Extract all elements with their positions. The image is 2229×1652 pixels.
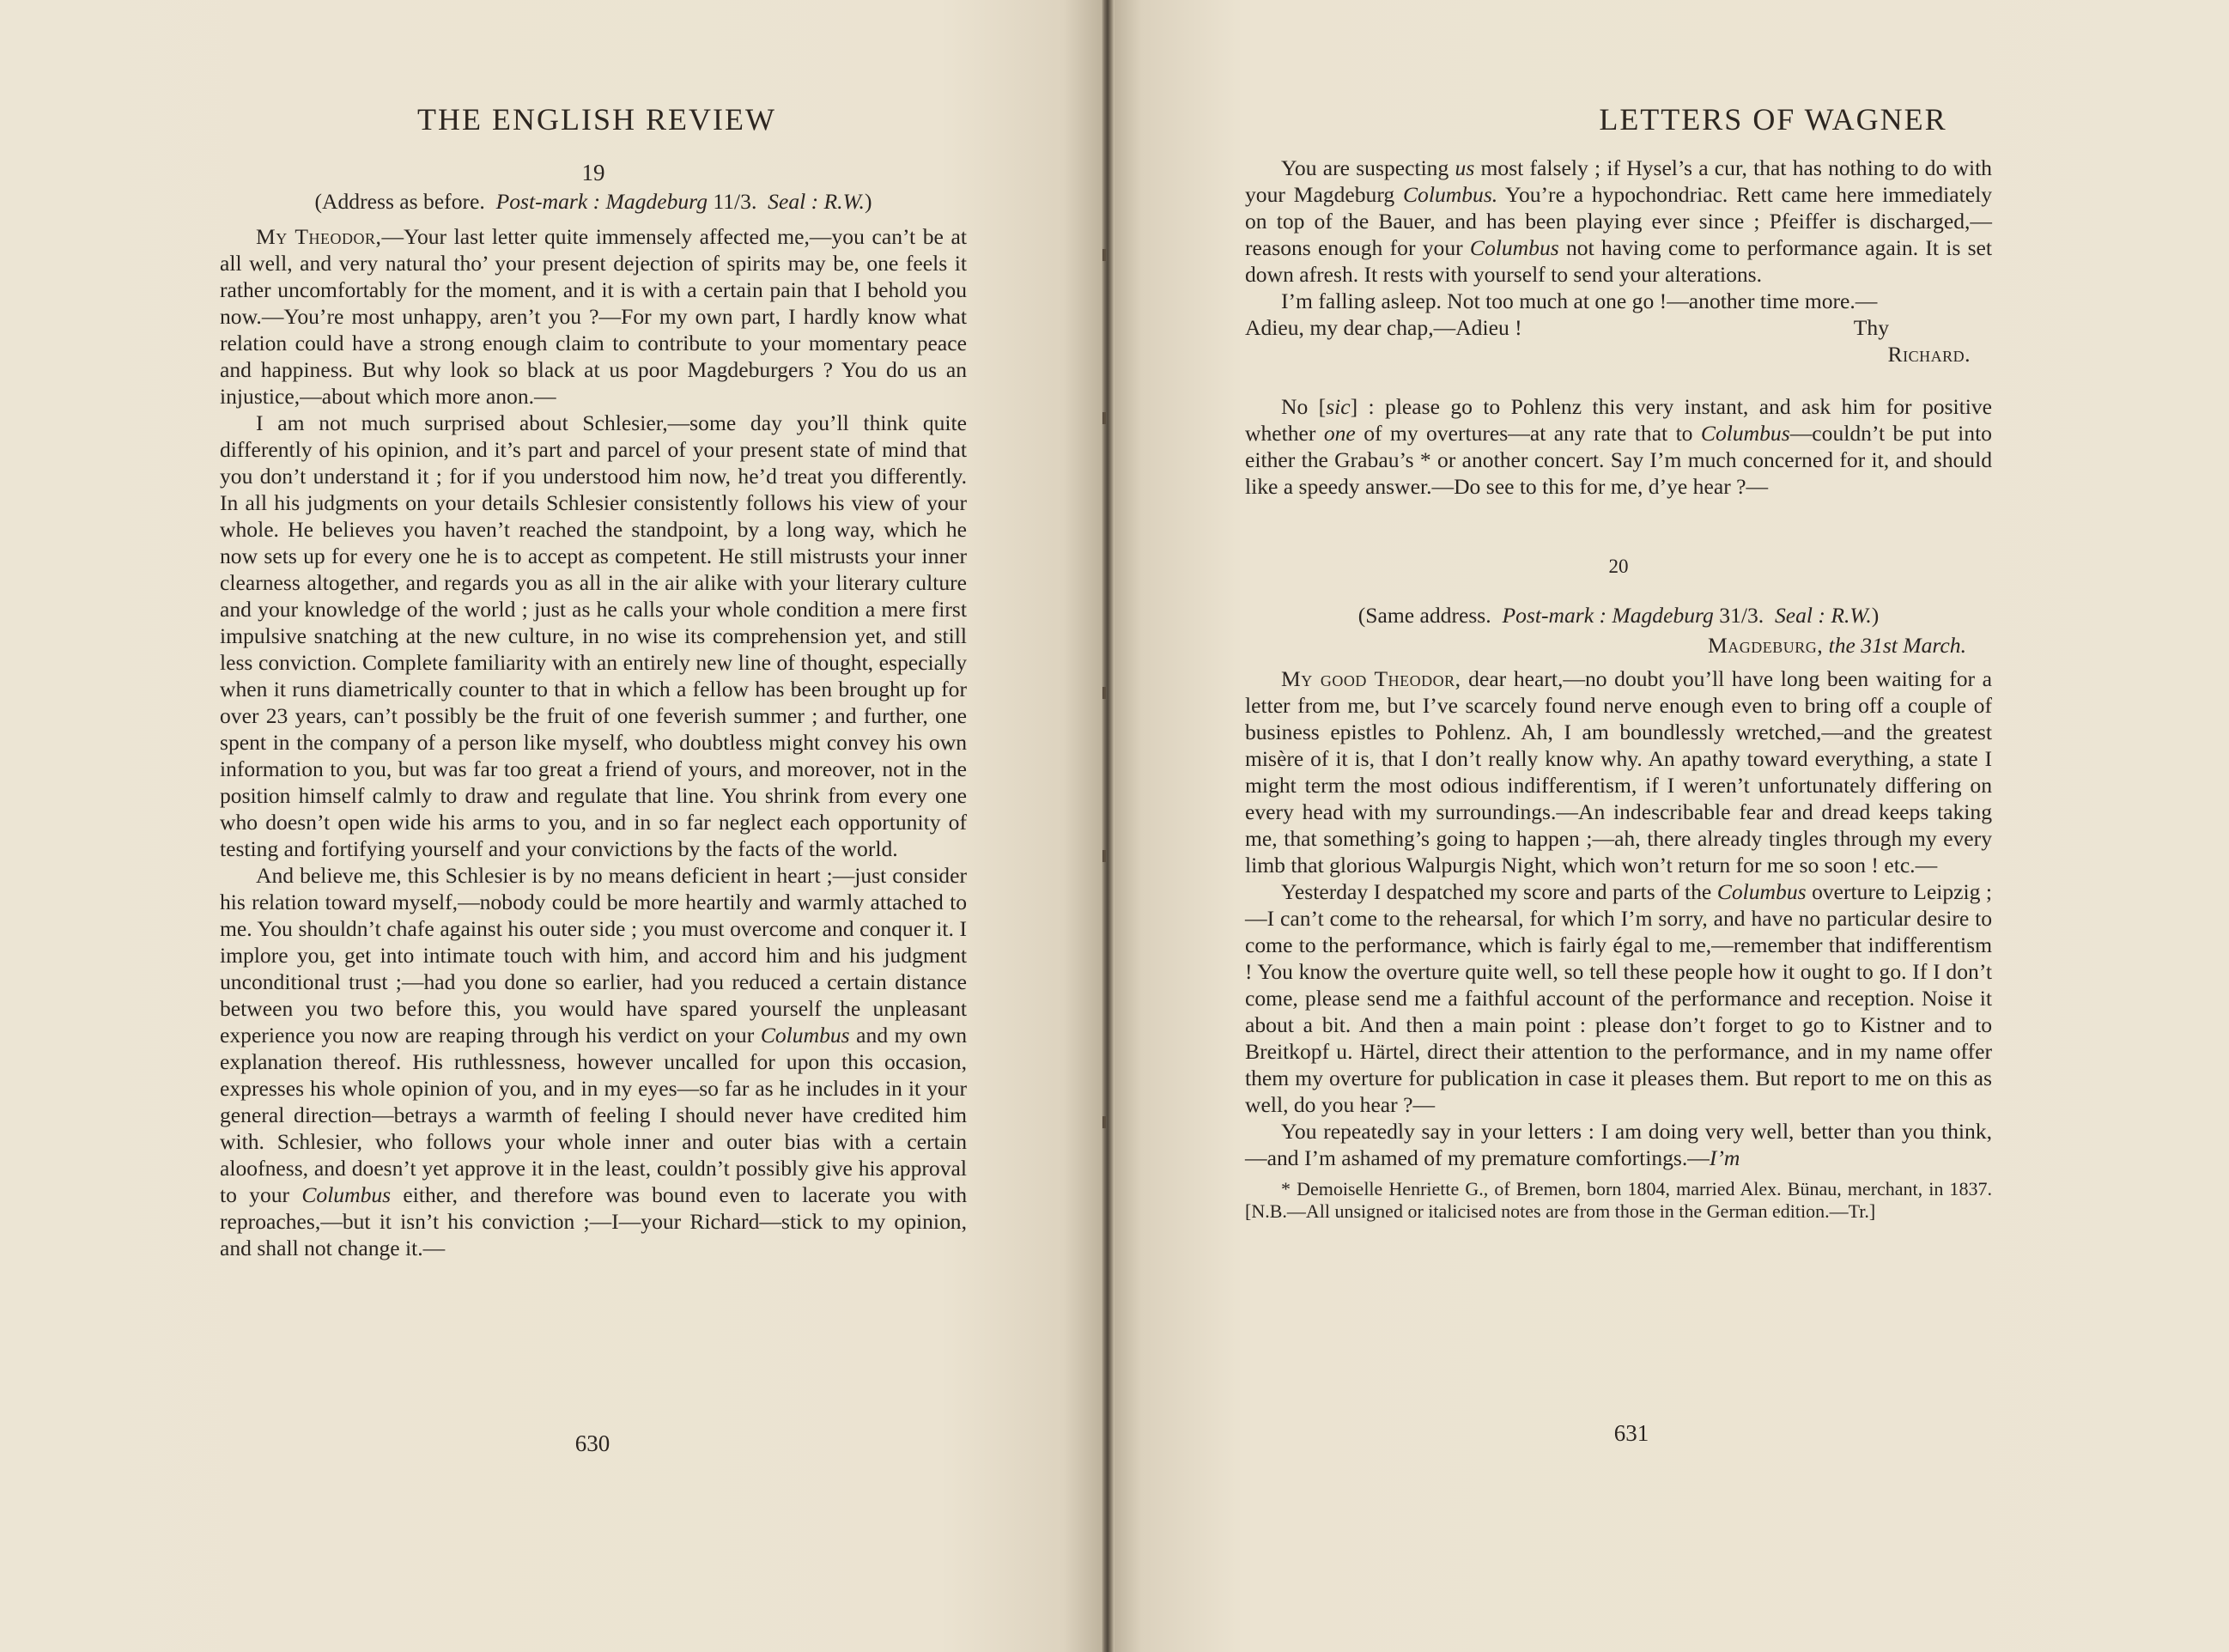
paragraph-text: and my own explanation thereof. His ruthlessness, however uncalled for upon this occasion, expresses his whole opinion of you, and in my eyes—so far as he includes in it your general direction—betrays a warmth of feeling I should never have credited him with. Schlesier, who follows your whole inner and outer bias with a certain aloofness, and doesn’t yet approve it in the least, couldn’t possibly give his approval to your [220, 1023, 968, 1207]
seal-label: Seal : R.W. [1774, 603, 1872, 628]
letter-number-20: 20 [1608, 556, 1629, 577]
address-suffix: ) [864, 189, 872, 214]
book-gutter [1101, 0, 1114, 1652]
letter-20-address [1245, 602, 1992, 629]
thy: Thy [1853, 315, 1889, 340]
italic-title: Columbus [1700, 421, 1790, 446]
paragraph-text: No [ [1281, 394, 1327, 419]
left-text-block [220, 160, 967, 1261]
signature: Richard. [1887, 342, 1971, 367]
falling-asleep-line: I’m falling asleep. Not too much at one go !—another time more.— [1281, 288, 1878, 313]
paragraph-text: of my overtures—at any rate that to [1355, 421, 1701, 446]
italic-title: Columbus [301, 1182, 392, 1207]
page-number-right: 631 [1613, 1420, 1649, 1446]
running-head-left: THE ENGLISH REVIEW [417, 102, 776, 137]
letter-19-paragraph-2: I am not much surprised about Schlesier,—some day you’ll think quite differently of his opinion, and it’s part and parcel of your present state of mind that you don’t understand it ; for if you understood him now, he’d treat you differently. In all his judgments on your details Schlesier consistently follows his view of your whole. He believes you haven’t reached the standpoint, by a long way, which he now sets up for every one he is to accept as competent. He still mistrusts your inner clearness altogether, and regards you as all in the air alike with your literary culture and your knowledge of the world ; just as he calls your whole condition a mere first impulsive snatching at the new culture, in no wise its comprehension yet, and still less conviction. Complete familiarity with an entirely new line of thought, especially when it runs diametrically counter to that in which a fellow has been brought up for over 23 years, can’t possibly be the fruit of one feverish summer ; and further, one spent in the company of a person like myself, who doubtless might convey his own information to you, but was far too great a friend of yours, and moreover, not in the position himself calmly to draw and regulate that line. You shrink from every one who doesn’t open wide his arms to you, and in so far neglect each opportunity of testing and fortifying yourself and your convictions by the facts of the world. [220, 410, 967, 861]
italic-word: I’m [1709, 1145, 1740, 1170]
paragraph-text: You are suspecting [1281, 155, 1455, 180]
paragraph-text: And believe me, this Schlesier is by no means deficient in heart ;—just consider his relation toward myself,—nobody could be more heartily and warmly attached to me. You shouldn’t chafe against his outer side ; you must overcome and conquer it. I implore you, get into intimate touch with him, and accord him and his judgment unconditional trust ;—had you done so earlier, had you reduced a certain distance between you two before this, you would have spared yourself the unpleasant experience you now are reaping through his verdict on your [220, 863, 967, 1048]
letter-20-paragraph-2 [1245, 878, 1992, 1118]
footnote-text: * Demoiselle Henriette G., of Bremen, born 1804, married Alex. Bünau, merchant, in 1837. [N.B.—All unsigned or italicised notes are from those in the German edition.—Tr.] [1245, 1178, 1992, 1222]
letter-19-paragraph-1 [220, 223, 967, 410]
italic-word: one [1323, 421, 1356, 446]
page-number-left: 630 [574, 1430, 610, 1456]
italic-title: Columbus [1469, 235, 1559, 260]
salutation: My good Theodor, [1281, 666, 1461, 691]
postmark-date: 11/3. [713, 189, 757, 214]
letter-19-continuation [1245, 155, 1992, 288]
italic-title: Columbus [760, 1023, 850, 1048]
binding-thread-mark [1102, 687, 1106, 699]
letter-number-19: 19 [581, 160, 605, 185]
binding-thread-mark [1102, 1116, 1106, 1128]
address-prefix: (Address as before. [314, 189, 485, 214]
date: the 31st March. [1828, 633, 1966, 658]
left-page [0, 0, 1108, 1652]
paragraph-text: ] : please go to Pohlenz this very instant, and ask him for positive whether [1245, 394, 1992, 446]
right-page [1108, 0, 2229, 1652]
postmark-date: 31/3. [1719, 603, 1764, 628]
right-text-block [1245, 155, 1992, 1223]
postscript [1245, 393, 1992, 500]
letter-19-address [220, 188, 967, 215]
postmark-label: Post-mark : Magdeburg [1502, 603, 1714, 628]
binding-thread-mark [1102, 412, 1106, 424]
letter-20-paragraph-3 [1245, 1118, 1992, 1171]
italic-title: Columbus [1716, 879, 1807, 904]
paragraph-text: Yesterday I despatched my score and parts of the [1281, 879, 1717, 904]
place-and-date [1245, 632, 1992, 659]
italic-word: sic [1326, 394, 1351, 419]
footnote [1245, 1178, 1992, 1223]
paragraph-text: dear heart,—no doubt you’ll have long been waiting for a letter from me, but I’ve scarcely found nerve enough even to bring off a couple of business epistles to Pohlenz. Ah, I am boundlessly wretched,—and the greatest misère of it is, that I don’t really know why. An apathy toward everything, a state I might term the most odious indifferentism, if I weren’t unfortunately differing on every head with my surroundings.—An indescribable fear and dread keeps taking me, that something’s going to happen ;—ah, there already tingles through my every limb that glorious Walpurgis Night, which won’t return for me so soon ! etc.— [1245, 666, 1992, 878]
paragraph-text: —couldn’t be put into either the Grabau’s * or another concert. Say I’m much concerned for it, and should like a speedy answer.—Do see to this for me, d’ye hear ?— [1245, 421, 1992, 499]
letter-19-paragraph-3 [220, 862, 967, 1261]
paragraph-text: overture to Leipzig ;—I can’t come to the rehearsal, for which I’m sorry, and have no particular desire to come to the performance, which is fairly égal to me,—remember that indifferentism ! You know the overture quite well, so tell these people how it ought to go. If I don’t come, please send me a faithful account of the performance and reception. Noise it about a bit. And then a main point : please don’t forget to go to Kistner and to Breitkopf u. Härtel, direct their attention to the performance, and in my name offer them my overture for publication in case it pleases them. But report to me on this as well, do you hear ?— [1245, 879, 1992, 1117]
place: Magdeburg, [1708, 633, 1824, 658]
adieu: Adieu, my dear chap,—Adieu ! [1245, 315, 1522, 340]
seal-label: Seal : R.W. [768, 189, 865, 214]
italic-title: Columbus. [1402, 182, 1498, 207]
closing-line [1245, 314, 1992, 341]
salutation: My Theodor, [256, 224, 382, 249]
paragraph-text: You repeatedly say in your letters : I am doing very well, better than you think,—and I’m ashamed of my premature comfortings.— [1245, 1119, 1992, 1170]
running-head-right: LETTERS OF WAGNER [1599, 102, 1947, 137]
address-suffix: ) [1871, 603, 1880, 628]
paragraph-text: —Your last letter quite immensely affected me,—you can’t be at all well, and very natural tho’ your present dejection of spirits may be, one feels it rather uncomfortably for the moment, and it is with a certain pain that I behold you now.—You’re most unhappy, aren’t you ?—For my own part, I hardly know what relation could have a strong enough claim to contribute to your momentary peace and happiness. But why look so black at us poor Magdeburgers ? You do us an injustice,—about which more anon.— [220, 224, 967, 409]
postmark-label: Post-mark : Magdeburg [495, 189, 708, 214]
paragraph-text: not having come to performance again. It is set down afresh. It rests with yourself to send your alterations. [1245, 235, 1993, 287]
paragraph-text: You’re a hypochondriac. Rett came here immediately on top of the Bauer, and has been playing ever since ; Pfeiffer is discharged,—reasons enough for your [1245, 182, 1993, 260]
binding-thread-mark [1102, 249, 1106, 261]
paragraph-text: most falsely ; if Hysel’s a cur, that has nothing to do with your Magdeburg [1245, 155, 1992, 207]
binding-thread-mark [1102, 850, 1106, 862]
address-prefix: (Same address. [1357, 603, 1491, 628]
paragraph-text: either, and therefore was bound even to lacerate you with reproaches,—but it isn’t his conviction ;—I—your Richard—stick to my opinion, and shall not change it.— [220, 1182, 967, 1260]
letter-20-paragraph-1 [1245, 665, 1992, 878]
italic-word: us [1455, 155, 1475, 180]
